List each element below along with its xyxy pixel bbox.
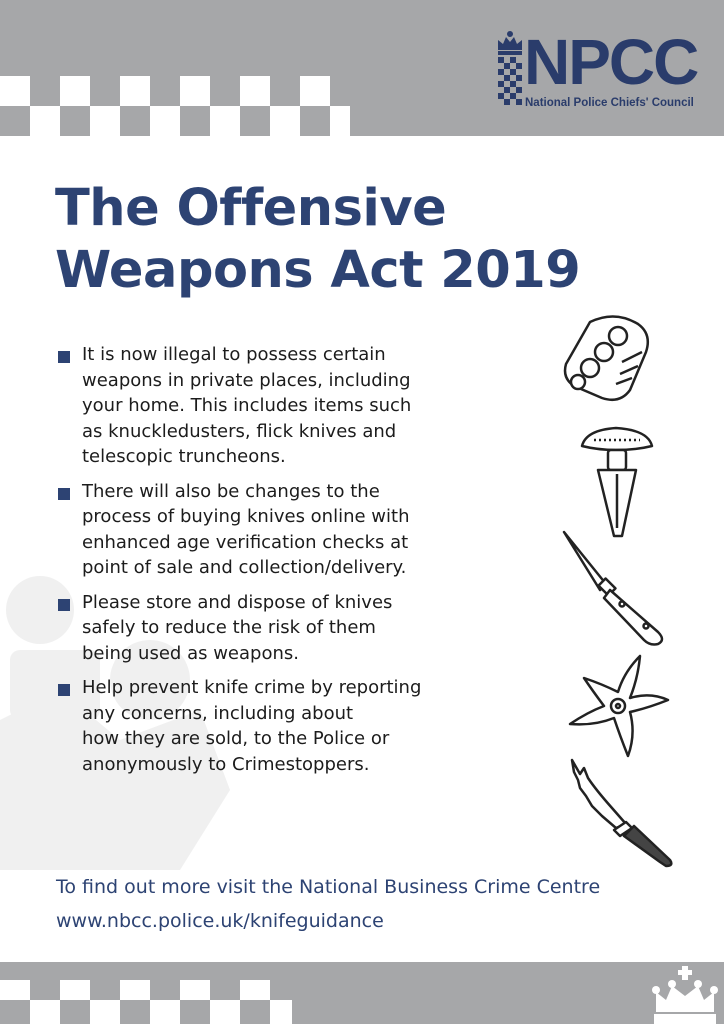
check-square [0,980,30,1000]
check-square [90,106,120,136]
title-line-1: The Offensive [55,179,447,238]
check-square [180,76,210,106]
check-square [270,1000,292,1024]
bullet-text: Please store and dispose of knives safely to reduce the risk of them being used as weapons. [82,591,393,664]
check-square [120,980,150,1000]
list-item [58,590,448,667]
knuckleduster-icon [560,312,660,408]
title-line-2: Weapons Act 2019 [55,241,581,300]
check-square [60,76,90,106]
check-square [30,1000,60,1024]
bullet-text: Help prevent knife crime by reporting any concerns, including about how they are sold, to the Police or anonymously to Crimestoppers. [82,677,422,775]
page-title [55,178,580,302]
check-square [240,76,270,106]
footer-band [0,962,724,1024]
check-square [330,106,350,136]
footer-info-text: To find out more visit the National Business Crime Centre [56,876,601,898]
logo-subtitle: National Police Chiefs' Council [525,97,694,109]
bullet-text: It is now illegal to possess certain weapons in private places, including your home. This includes items such as knuckledusters, flick knives and telescopic truncheons. [82,344,412,467]
check-square [60,980,90,1000]
check-square [150,1000,180,1024]
check-square [150,106,180,136]
bullet-square-icon [58,599,70,611]
check-square [210,106,240,136]
footer-url-link[interactable]: www.nbcc.police.uk/knifeguidance [56,910,384,932]
push-dagger-icon [576,424,658,542]
bullet-square-icon [58,351,70,363]
check-square [120,76,150,106]
check-square [210,1000,240,1024]
throwing-star-icon [564,652,672,760]
bullet-square-icon [58,684,70,696]
check-square [90,1000,120,1024]
flick-knife-icon [560,528,670,646]
bullet-square-icon [58,488,70,500]
zombie-knife-icon [566,756,676,868]
check-square [30,106,60,136]
list-item [58,342,448,470]
check-square [180,980,210,1000]
list-item [58,479,448,581]
check-square [300,76,330,106]
crown-icon [652,966,718,1024]
check-square [240,980,270,1000]
bullet-list [58,342,448,786]
check-square [270,106,300,136]
logo-name: NPCC [524,26,698,98]
check-square [0,76,30,106]
bullet-text: There will also be changes to the process of buying knives online with enhanced age verification checks at point of sale and collection/delivery. [82,480,410,578]
list-item [58,675,448,777]
